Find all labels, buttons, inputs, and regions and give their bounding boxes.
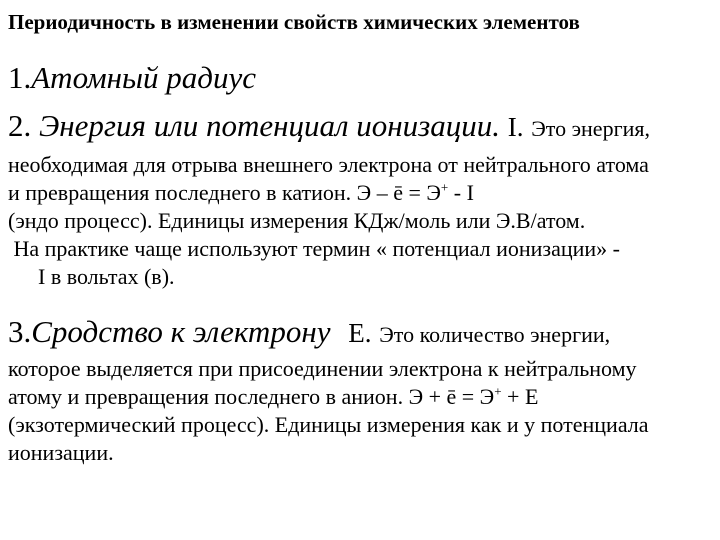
item-intro: Это энергия, bbox=[531, 116, 650, 141]
item-number: 2. bbox=[8, 108, 32, 143]
affinity-line-2 bbox=[8, 384, 538, 410]
affinity-line-3: (экзотермический процесс). Единицы измерения как и у потенциала bbox=[8, 412, 649, 437]
item-heading: Энергия или потенциал ионизации. bbox=[39, 108, 500, 143]
item-number: 3. bbox=[8, 314, 32, 349]
affinity-line-1: которое выделяется при присоединении электрона к нейтральному bbox=[8, 356, 637, 381]
ionization-line-2 bbox=[8, 180, 474, 206]
anion-charge: + bbox=[494, 383, 502, 399]
ionization-equation-tail: - I bbox=[448, 180, 474, 205]
item-electron-affinity-heading bbox=[8, 314, 610, 350]
cation-charge: + bbox=[440, 179, 449, 195]
item-symbol: Е. bbox=[348, 318, 372, 348]
ionization-line-5: I в вольтах (в). bbox=[38, 264, 175, 289]
affinity-line-4: ионизации. bbox=[8, 440, 114, 465]
item-number: 1. bbox=[8, 60, 32, 95]
ionization-line-4: На практике чаще используют термин « потенциал ионизации» - bbox=[8, 236, 620, 261]
ionization-equation-lhs: и превращения последнего в катион. Э – ē = Э bbox=[8, 180, 441, 205]
ionization-line-1: необходимая для отрыва внешнего электрона от нейтрального атома bbox=[8, 152, 649, 177]
ionization-line-3: (эндо процесс). Единицы измерения КДж/моль или Э.В/атом. bbox=[8, 208, 586, 233]
item-intro: Это количество энергии, bbox=[379, 322, 611, 347]
slide-title: Периодичность в изменении свойств химических элементов bbox=[8, 10, 580, 34]
item-heading: Атомный радиус bbox=[31, 60, 256, 95]
affinity-equation-tail: + Е bbox=[501, 384, 539, 409]
affinity-equation-lhs: атому и превращения последнего в анион. Э + ē = Э bbox=[8, 384, 495, 409]
item-symbol: I. bbox=[507, 112, 524, 142]
item-atomic-radius-heading bbox=[8, 60, 256, 96]
item-ionization-heading bbox=[8, 108, 650, 144]
item-heading: Сродство к электрону bbox=[31, 314, 331, 349]
